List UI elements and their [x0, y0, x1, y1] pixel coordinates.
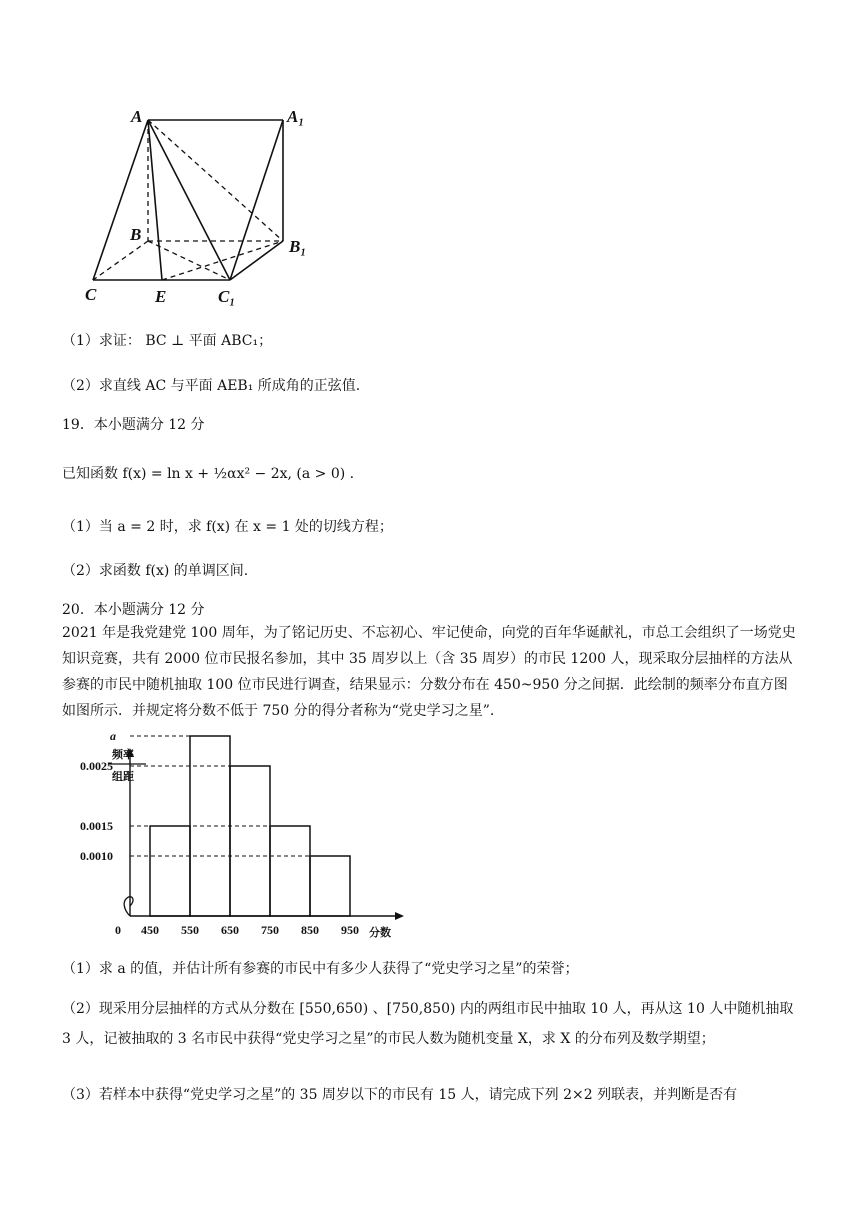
y-tick-label: a	[110, 729, 116, 743]
y-tick-label: 0.0010	[80, 849, 113, 863]
q18-part1: （1）求证： BC ⊥ 平面 ABC₁；	[62, 333, 273, 349]
y-label-numerator: 频率	[112, 748, 134, 761]
origin-label: 0	[115, 923, 121, 937]
y-tick-label: 0.0025	[80, 759, 113, 773]
q19-given: 已知函数 f(x) = ln x + ½αx² − 2x, (a > 0) .	[62, 466, 355, 482]
q20-part2: （2）现采用分层抽样的方式从分数在 [550,650) 、[750,850) 内的两组市民中抽取 10 人，再从这 10 人中随机抽取 3 人，记被抽取的 3 名市民中获得“党史学习之星”的市民人数为随机变量 X，求 X 的分布列及数学期望；	[62, 1001, 794, 1047]
vertex-label-a: A	[131, 107, 143, 126]
axis-break	[124, 897, 133, 916]
x-tick-label: 450	[141, 923, 159, 937]
x-tick-label: 950	[341, 923, 359, 937]
x-axis-label: 分数	[369, 926, 391, 939]
vertex-label-b1: B₁	[289, 237, 307, 256]
histogram-bar	[230, 766, 270, 916]
histogram-bar	[150, 826, 190, 916]
y-tick-label: 0.0015	[80, 819, 113, 833]
q19-part1: （1）当 a = 2 时，求 f(x) 在 x = 1 处的切线方程；	[62, 519, 393, 535]
frequency-histogram	[0, 729, 860, 960]
vertex-label-b: B	[130, 225, 142, 244]
x-tick-label: 750	[261, 923, 279, 937]
q20-part1: （1）求 a 的值，并估计所有参赛的市民中有多少人获得了“党史学习之星”的荣誉；	[62, 961, 579, 977]
x-axis-arrow	[395, 912, 404, 920]
q19-part2: （2）求函数 f(x) 的单调区间.	[62, 563, 249, 579]
vertex-label-a1: A₁	[287, 107, 305, 126]
q20-part3: （3）若样本中获得“党史学习之星”的 35 周岁以下的市民有 15 人，请完成下列 2×2 列联表，并判断是否有	[62, 1087, 738, 1103]
q20-intro: 2021 年是我党建党 100 周年，为了铭记历史、不忘初心、牢记使命，向党的百年华诞献礼，市总工会组织了一场党史知识竞赛，共有 2000 位市民报名参加，其中 35 周岁以上（含 35 周岁）的市民 1200 人，现采取分层抽样的方法从参赛的市民中随机抽取 100 位市民进行调查，结果显示：分数分布在 450~950 分之间据．此绘制的频率分布直方图如图所示．并规定将分数不低于 750 分的得分者称为“党史学习之星”.	[62, 625, 796, 719]
q19-heading: 19．本小题满分 12 分	[62, 417, 205, 433]
q18-part2: （2）求直线 AC 与平面 AEB₁ 所成角的正弦值.	[62, 378, 361, 394]
q20-heading: 20．本小题满分 12 分	[62, 602, 205, 618]
vertex-label-c: C	[85, 285, 97, 304]
prism-figure	[0, 0, 860, 320]
y-label-denominator: 组距	[112, 770, 134, 783]
x-tick-label: 850	[301, 923, 319, 937]
x-tick-label: 550	[181, 923, 199, 937]
vertex-label-c1: C₁	[218, 287, 236, 306]
x-tick-label: 650	[221, 923, 239, 937]
histogram-bar	[270, 826, 310, 916]
histogram-bar	[310, 856, 350, 916]
vertex-label-e: E	[155, 287, 167, 306]
